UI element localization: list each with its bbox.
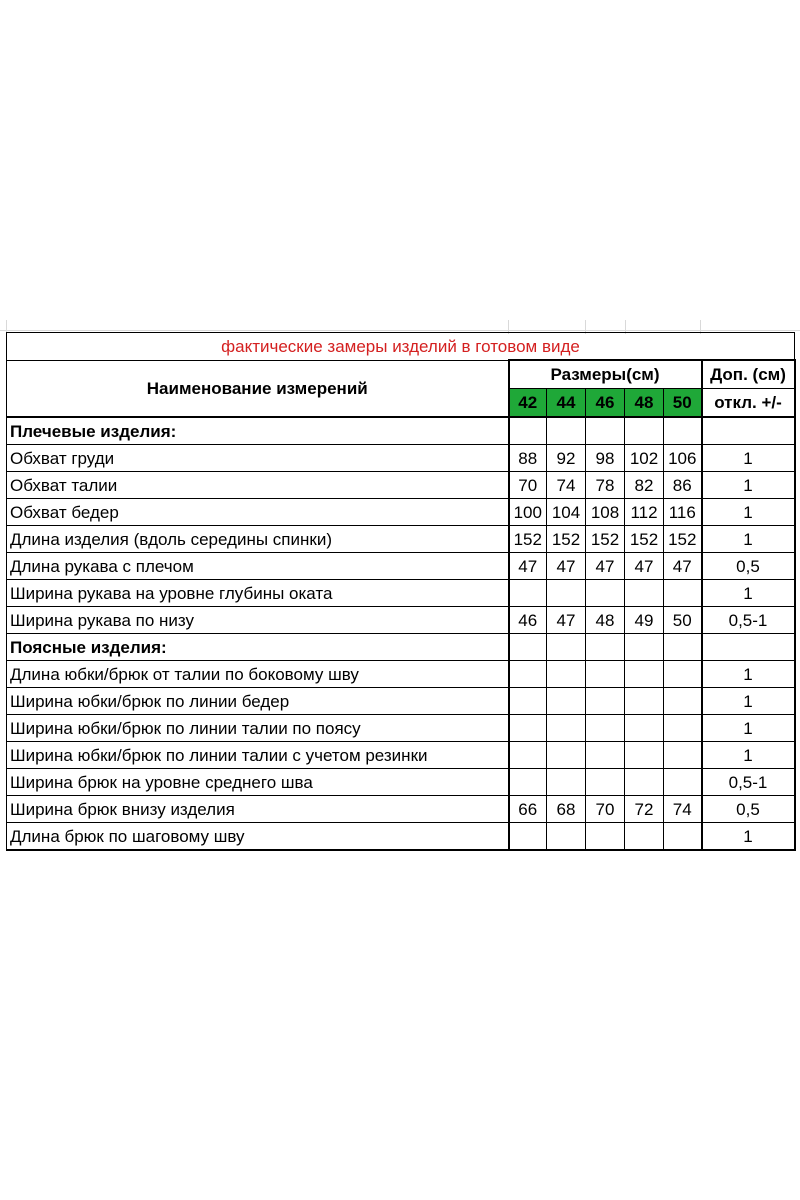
size-value: 46	[509, 607, 547, 634]
size-value: 102	[625, 445, 664, 472]
size-value: 74	[664, 796, 702, 823]
empty-cell	[664, 417, 702, 445]
size-value	[586, 769, 625, 796]
measurement-name: Обхват талии	[7, 472, 509, 499]
tolerance-value: 1	[702, 472, 795, 499]
measurement-name: Длина юбки/брюк от талии по боковому шву	[7, 661, 509, 688]
size-value: 100	[509, 499, 547, 526]
tolerance-value: 1	[702, 661, 795, 688]
table-title: фактические замеры изделий в готовом виде	[7, 333, 795, 361]
size-value: 72	[625, 796, 664, 823]
size-value	[625, 661, 664, 688]
size-value	[664, 688, 702, 715]
size-value	[586, 742, 625, 769]
size-value: 70	[509, 472, 547, 499]
tolerance-value: 1	[702, 580, 795, 607]
size-value	[509, 715, 547, 742]
table-row	[7, 661, 795, 688]
size-value: 78	[586, 472, 625, 499]
section-title: Плечевые изделия:	[7, 417, 509, 445]
size-value	[664, 742, 702, 769]
size-value: 88	[509, 445, 547, 472]
tolerance-value: 1	[702, 688, 795, 715]
table-row	[7, 688, 795, 715]
empty-cell	[702, 417, 795, 445]
empty-cell	[509, 634, 547, 661]
size-value	[509, 823, 547, 851]
size-value: 98	[586, 445, 625, 472]
size-value	[586, 688, 625, 715]
tolerance-value: 0,5-1	[702, 769, 795, 796]
size-value: 82	[625, 472, 664, 499]
size-value: 108	[586, 499, 625, 526]
size-value: 106	[664, 445, 702, 472]
table-row	[7, 796, 795, 823]
empty-cell	[586, 417, 625, 445]
size-value: 152	[664, 526, 702, 553]
table-row	[7, 742, 795, 769]
size-48-header: 48	[625, 389, 664, 418]
tolerance-value: 1	[702, 823, 795, 851]
measurement-name: Ширина юбки/брюк по линии талии с учетом резинки	[7, 742, 509, 769]
size-value	[586, 661, 625, 688]
size-value	[625, 769, 664, 796]
tolerance-value: 1	[702, 445, 795, 472]
size-value: 47	[547, 553, 586, 580]
measurement-name: Длина брюк по шаговому шву	[7, 823, 509, 851]
size-value	[625, 688, 664, 715]
size-value	[509, 688, 547, 715]
size-value	[625, 742, 664, 769]
size-value	[664, 769, 702, 796]
measurement-name: Ширина юбки/брюк по линии бедер	[7, 688, 509, 715]
tolerance-value: 1	[702, 715, 795, 742]
size-value: 68	[547, 796, 586, 823]
empty-cell	[547, 634, 586, 661]
table-row	[7, 526, 795, 553]
section-title: Поясные изделия:	[7, 634, 509, 661]
size-value	[625, 823, 664, 851]
size-value	[586, 715, 625, 742]
size-value	[547, 661, 586, 688]
size-value	[547, 823, 586, 851]
size-value: 92	[547, 445, 586, 472]
size-value	[664, 580, 702, 607]
table-row	[7, 769, 795, 796]
size-value: 152	[547, 526, 586, 553]
size-50-header: 50	[664, 389, 702, 418]
size-value: 86	[664, 472, 702, 499]
empty-cell	[547, 417, 586, 445]
section-row	[7, 634, 795, 661]
measurement-name-header: Наименование измерений	[7, 360, 509, 417]
size-value: 116	[664, 499, 702, 526]
table-row	[7, 553, 795, 580]
measurement-name: Длина рукава с плечом	[7, 553, 509, 580]
size-value	[509, 580, 547, 607]
size-42-header: 42	[509, 389, 547, 418]
size-value	[547, 742, 586, 769]
table-row	[7, 715, 795, 742]
measurement-name: Обхват бедер	[7, 499, 509, 526]
tolerance-value: 0,5	[702, 796, 795, 823]
size-value: 66	[509, 796, 547, 823]
tolerance-header-line2: откл. +/-	[702, 389, 795, 418]
table-row	[7, 472, 795, 499]
size-value	[586, 580, 625, 607]
measurement-name: Длина изделия (вдоль середины спинки)	[7, 526, 509, 553]
size-value: 47	[509, 553, 547, 580]
size-value	[547, 769, 586, 796]
tolerance-value: 1	[702, 499, 795, 526]
size-value	[664, 715, 702, 742]
size-value: 47	[547, 607, 586, 634]
size-value	[509, 769, 547, 796]
size-value: 47	[586, 553, 625, 580]
tolerance-value: 0,5-1	[702, 607, 795, 634]
size-value	[509, 742, 547, 769]
size-value: 112	[625, 499, 664, 526]
empty-cell	[664, 634, 702, 661]
size-value	[664, 823, 702, 851]
table-row	[7, 499, 795, 526]
tolerance-value: 1	[702, 526, 795, 553]
size-value	[547, 715, 586, 742]
section-row	[7, 417, 795, 445]
measurement-name: Обхват груди	[7, 445, 509, 472]
size-value: 74	[547, 472, 586, 499]
empty-cell	[509, 417, 547, 445]
measurement-name: Ширина рукава по низу	[7, 607, 509, 634]
size-value	[625, 580, 664, 607]
empty-cell	[625, 634, 664, 661]
size-value: 47	[664, 553, 702, 580]
tolerance-value: 1	[702, 742, 795, 769]
tolerance-value: 0,5	[702, 553, 795, 580]
size-value	[509, 661, 547, 688]
table-row	[7, 580, 795, 607]
table-row	[7, 607, 795, 634]
size-value: 49	[625, 607, 664, 634]
size-value: 70	[586, 796, 625, 823]
size-value	[547, 580, 586, 607]
measurement-name: Ширина брюк внизу изделия	[7, 796, 509, 823]
size-46-header: 46	[586, 389, 625, 418]
sizes-header: Размеры(см)	[509, 360, 702, 389]
table-row	[7, 823, 795, 851]
measurement-name: Ширина рукава на уровне глубины оката	[7, 580, 509, 607]
size-value: 104	[547, 499, 586, 526]
size-value	[664, 661, 702, 688]
size-44-header: 44	[547, 389, 586, 418]
empty-cell	[702, 634, 795, 661]
empty-cell	[586, 634, 625, 661]
size-value: 47	[625, 553, 664, 580]
size-value	[586, 823, 625, 851]
measurements-table	[6, 332, 796, 851]
empty-cell	[625, 417, 664, 445]
size-value	[547, 688, 586, 715]
measurement-name: Ширина брюк на уровне среднего шва	[7, 769, 509, 796]
size-value: 152	[625, 526, 664, 553]
size-value: 152	[509, 526, 547, 553]
size-value: 50	[664, 607, 702, 634]
table-row	[7, 445, 795, 472]
measurement-name: Ширина юбки/брюк по линии талии по поясу	[7, 715, 509, 742]
size-value: 152	[586, 526, 625, 553]
size-value	[625, 715, 664, 742]
size-value: 48	[586, 607, 625, 634]
tolerance-header-line1: Доп. (см)	[702, 360, 795, 389]
